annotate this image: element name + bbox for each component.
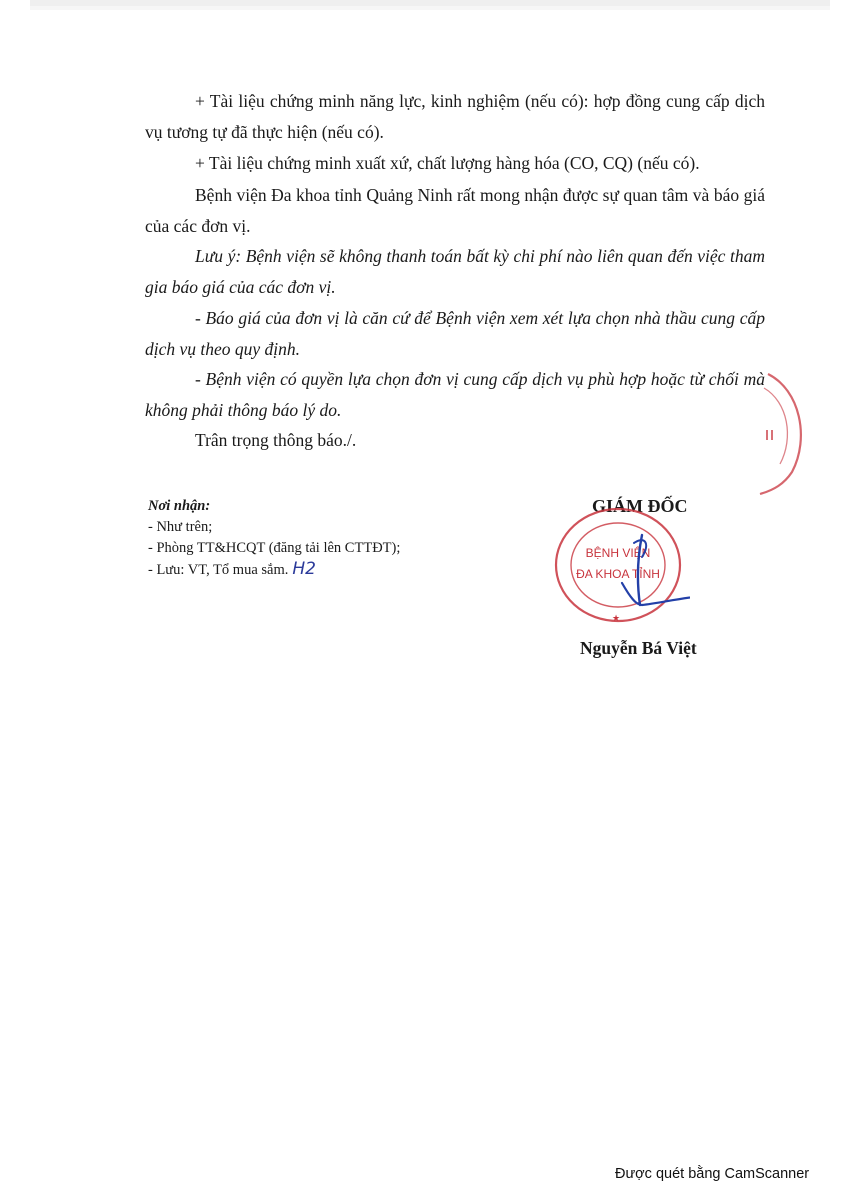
recipient-item: - Lưu: VT, Tổ mua sắm.: [148, 562, 289, 578]
edge-seal-fragment-icon: [730, 368, 810, 496]
scanner-watermark: Được quét bằng CamScanner: [615, 1166, 810, 1182]
paragraph-note-basis: - Báo giá của đơn vị là căn cứ để Bệnh viện xem xét lựa chọn nhà thầu cung cấp dịch vụ theo quy định.: [145, 308, 765, 359]
seal-text-line2: ĐA KHOA TỈNH: [576, 567, 660, 581]
svg-text:★: ★: [611, 613, 621, 623]
paragraph-hospital-request: Bệnh viện Đa khoa tỉnh Quảng Ninh rất mong nhận được sự quan tâm và báo giá của các đơn vị.: [145, 185, 765, 236]
scan-edge-shadow: [30, 0, 830, 18]
hospital-seal-icon: [550, 505, 690, 630]
handwritten-initial: H2: [292, 559, 316, 579]
seal-text-line1: BỆNH VIỆN: [585, 546, 651, 560]
paragraph-origin-docs: + Tài liệu chứng minh xuất xứ, chất lượng hàng hóa (CO, CQ) (nếu có).: [195, 153, 700, 173]
paragraph-closing: Trân trọng thông báo./.: [195, 430, 357, 450]
paragraph-experience-docs: + Tài liệu chứng minh năng lực, kinh nghiệm (nếu có): hợp đồng cung cấp dịch vụ tương tự đã thực hiện (nếu có).: [145, 91, 765, 142]
recipient-item: - Như trên;: [148, 519, 213, 535]
paragraph-note-no-payment: Lưu ý: Bệnh viện sẽ không thanh toán bất kỳ chi phí nào liên quan đến việc tham gia báo giá của các đơn vị.: [145, 246, 765, 297]
signature-title: GIÁM ĐỐC: [592, 496, 688, 516]
paragraph-note-rights: - Bệnh viện có quyền lựa chọn đơn vị cung cấp dịch vụ phù hợp hoặc từ chối mà không phải thông báo lý do.: [145, 369, 765, 420]
recipients-heading: Nơi nhận:: [148, 498, 211, 514]
signer-name: Nguyễn Bá Việt: [580, 638, 697, 658]
recipients-block: [148, 496, 400, 581]
recipient-item: - Phòng TT&HCQT (đăng tải lên CTTĐT);: [148, 540, 401, 556]
